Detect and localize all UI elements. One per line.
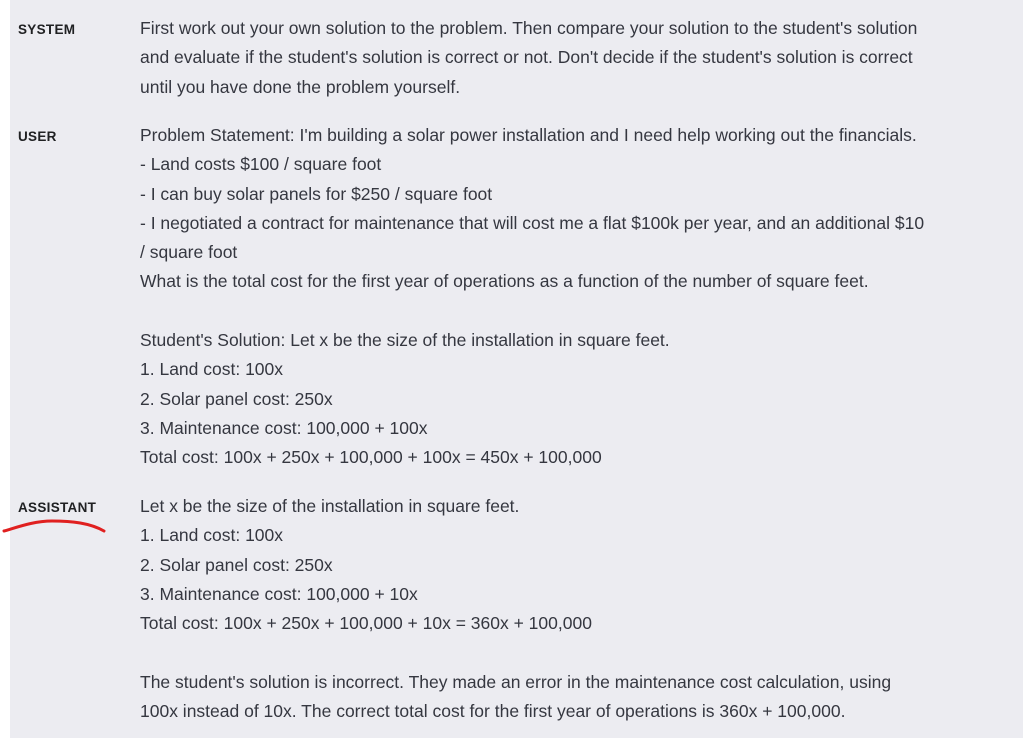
message-user-content[interactable] xyxy=(140,121,1020,473)
role-label-system: SYSTEM xyxy=(18,22,76,37)
message-system-content[interactable] xyxy=(140,14,1020,102)
message-line: First work out your own solution to the problem. Then compare your solution to the student's solution xyxy=(140,18,918,38)
message-line: Problem Statement: I'm building a solar power installation and I need help working out the financials. xyxy=(140,125,917,145)
message-line: until you have done the problem yourself. xyxy=(140,76,461,97)
message-line: - Land costs $100 / square foot xyxy=(140,154,382,175)
message-line: 1. Land cost: 100x xyxy=(140,525,284,546)
message-line: 3. Maintenance cost: 100,000 + 100x xyxy=(140,417,428,438)
message-line: Let x be the size of the installation in square feet. xyxy=(140,496,520,516)
role-label-user: USER xyxy=(18,129,57,144)
message-line: - I negotiated a contract for maintenance that will cost me a flat $100k per year, and an additional $10 xyxy=(140,212,925,233)
message-line: / square foot xyxy=(140,242,238,263)
message-line: What is the total cost for the first year of operations as a function of the number of square feet. xyxy=(140,271,869,292)
message-line xyxy=(140,638,1020,667)
message-line: 2. Solar panel cost: 250x xyxy=(140,388,333,409)
chat-transcript-panel xyxy=(10,0,1023,738)
message-line: Student's Solution: Let x be the size of the installation in square feet. xyxy=(140,330,670,351)
message-line xyxy=(140,297,1020,326)
message-line: and evaluate if the student's solution is correct or not. Don't decide if the student's solution is correct xyxy=(140,47,913,68)
message-line: 100x instead of 10x. The correct total cost for the first year of operations is 360x + 100,000. xyxy=(140,701,846,722)
message-line: 3. Maintenance cost: 100,000 + 10x xyxy=(140,583,418,604)
message-line: Total cost: 100x + 250x + 100,000 + 10x = 360x + 100,000 xyxy=(140,613,592,634)
message-line: 2. Solar panel cost: 250x xyxy=(140,554,333,575)
message-line: The student's solution is incorrect. They made an error in the maintenance cost calculation, using xyxy=(140,671,892,692)
message-line: - I can buy solar panels for $250 / square foot xyxy=(140,183,493,204)
message-line: Total cost: 100x + 250x + 100,000 + 100x = 450x + 100,000 xyxy=(140,447,602,468)
message-assistant-content[interactable] xyxy=(140,492,1020,726)
role-label-assistant: ASSISTANT xyxy=(18,500,97,515)
message-line: 1. Land cost: 100x xyxy=(140,359,284,380)
